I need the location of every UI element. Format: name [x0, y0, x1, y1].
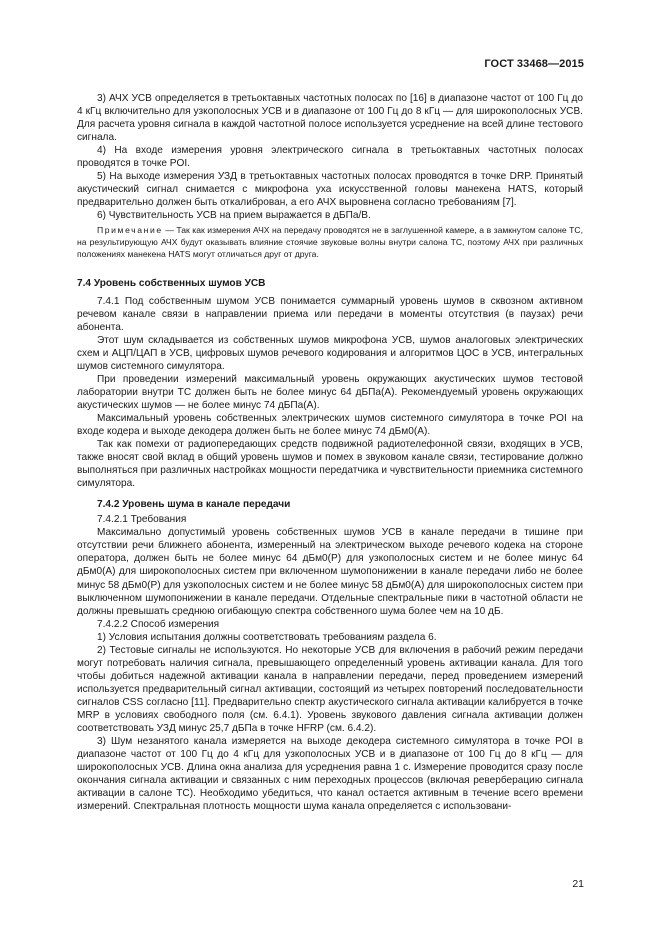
body-paragraph: 3) Шум незанятого канала измеряется на выходе декодера системного симулятора в точке POI в диапазоне частот от 100 Гц до 4 кГц для узкополосных УСВ и в диапазоне от 100 Гц до 8 кГц — для широкополосных УСВ. Длина окна анализа для усреднения равна 1 с. Измерение проводится сразу после окончания сигнала активации и связанных с ним переходных процессов (включая реверберацию сигнала активации в салоне ТС). Необходимо убедиться, что канал остается активным в течение всего времени измерений. Спектральная плотность мощности шума канала определяется с использовани-: [77, 736, 583, 813]
body-paragraph: 4) На входе измерения уровня электрического сигнала в третьоктавных частотных полосах проводятся в точке POI.: [77, 145, 583, 170]
body-paragraph: 7.4.1 Под собственным шумом УСВ понимается суммарный уровень шумов в сквозном активном речевом канале связи в направлении приема или передачи в моменты отсутствия (в паузах) речи абонента.: [77, 295, 583, 333]
standard-header: ГОСТ 33468—2015: [484, 58, 584, 70]
body-paragraph: Этот шум складывается из собственных шумов микрофона УСВ, шумов аналоговых электрических схем и АЦП/ЦАП в УСВ, цифровых шумов речевого кодирования и алгоритмов ЦОС в УСВ, интегральных шумов системного симулятора.: [77, 334, 583, 372]
document-body: [77, 92, 583, 813]
body-paragraph: 7.4.2.1 Требования: [97, 514, 187, 526]
note-label: Примечание: [97, 225, 163, 236]
body-paragraph: 3) АЧХ УСВ определяется в третьоктавных частотных полосах по [16] в диапазоне частот от 100 Гц до 4 кГц включительно для узкополосных УСВ и в диапазоне от 100 Гц до 8 кГц — для широкополосных УСВ. Для расчета уровня сигнала в каждой частотной полосе используется усреднение на всей длине тестового сигнала.: [77, 93, 583, 144]
body-paragraph: 1) Условия испытания должны соответствовать требованиям раздела 6.: [97, 631, 437, 643]
body-paragraph: Так как помехи от радиопередающих средств подвижной радиотелефонной связи, входящих в УСВ, также вносят свой вклад в общий уровень шумов и помех в звуковом канале связи, тестирование должно выполняться при различных настройках мощности передатчика и чувствительности приемника системного симулятора.: [77, 439, 583, 490]
section-heading: 7.4 Уровень собственных шумов УСВ: [77, 278, 266, 290]
note-paragraph: [77, 224, 583, 260]
body-paragraph: 2) Тестовые сигналы не используются. Но некоторые УСВ для включения в рабочий режим передачи могут потребовать наличия сигнала, превышающего определенный уровень активации канала. Для того чтобы добиться надежной активации канала в направлении передачи, перед проведением измерений используется предварительный сигнал активации, состоящий из четырех повторений последовательности сигналов CSS согласно [11]. Предварительно спектр акустического сигнала активации калибруется в точке MRP в условиях свободного поля (см. 6.4.1). Уровень звукового давления сигнала активации должен соответствовать УЗД минус 25,7 дБПа в точке HFRP (см. 6.4.2).: [77, 644, 583, 735]
body-paragraph: При проведении измерений максимальный уровень окружающих акустических шумов тестовой лаборатории внутри ТС должен быть не более минус 64 дБПа(А). Рекомендуемый уровень окружающих акустических шумов — не более минус 74 дБПа(А).: [77, 373, 583, 411]
body-paragraph: Максимально допустимый уровень собственных шумов УСВ в канале передачи в тишине при отсутствии речи ближнего абонента, измеренный на электрическом выходе речевого кодека на стороне оператора, должен быть не более минус 64 дБм0(Р) для узкополосных систем и не более минус 64 дБм0(А) для широкополосных систем при включенном шумопонижении в канале передачи либо не более минус 58 дБм0(Р) для узкополосных систем и не более минус 58 дБм0(А) для широкополосных систем при выключенном шумопонижении в канале передачи. Отдельные спектральные пики в частотной области не должны превышать среднюю огибающую спектра собственного шума более чем на 10 дБ.: [77, 527, 583, 617]
page-number: 21: [572, 878, 584, 890]
subsection-heading: 7.4.2 Уровень шума в канале передачи: [97, 499, 291, 511]
body-paragraph: 5) На выходе измерения УЗД в третьоктавных частотных полосах проводятся в точке DRP. Принятый акустический сигнал снимается с микрофона уха искусственной головы манекена HATS, который предварительно должен быть откалиброван, а его АЧХ выровнена согласно требованиям [7].: [77, 171, 583, 209]
body-paragraph: Максимальный уровень собственных электрических шумов системного симулятора в точке POI на входе кодера и выходе декодера должен быть не более минус 74 дБм0(А).: [77, 412, 583, 437]
note-text: — Так как измерения АЧХ на передачу проводятся не в заглушенной камере, а в замкнутом салоне ТС, на результирующую АЧХ будут оказывать влияние стоячие звуковые волны внутри салона ТС, поэтому АЧХ при различных положениях манекена HATS могут отличаться друг от друга.: [77, 225, 583, 260]
body-paragraph: 7.4.2.2 Способ измерения: [97, 618, 220, 630]
body-paragraph: 6) Чувствительность УСВ на прием выражается в дБПа/В.: [97, 210, 371, 222]
